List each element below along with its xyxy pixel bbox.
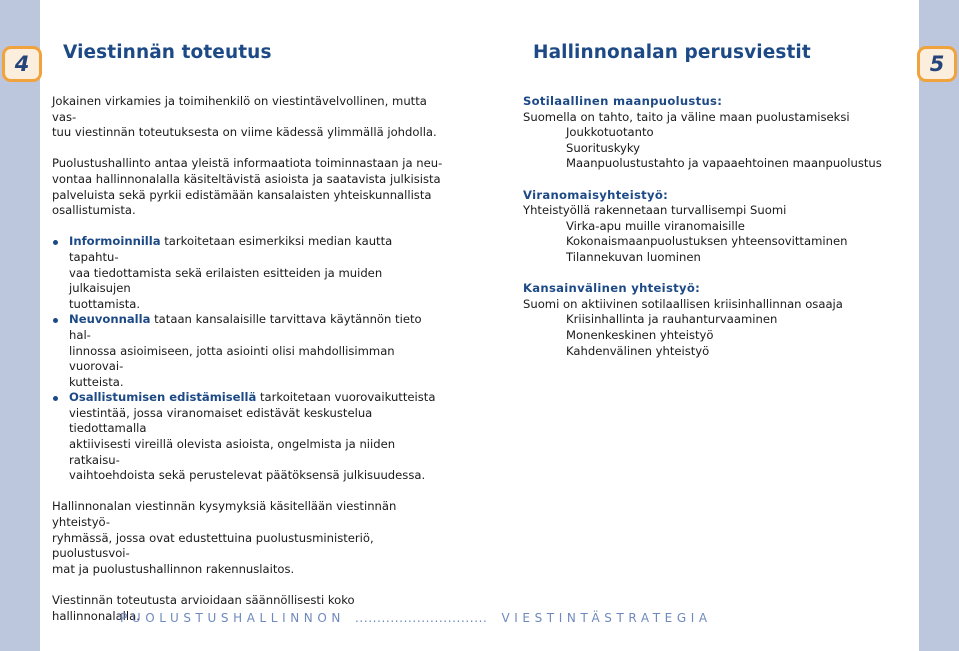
footer-left-text: PUOLUSTUSHALLINNON [120, 611, 346, 625]
section-item: Kriisinhallinta ja rauhanturvaaminen [566, 312, 778, 327]
left-column [52, 94, 444, 624]
bullet-keyword: Neuvonnalla [69, 312, 151, 327]
text-line: aktiivisesti vireillä olevista asioista, ongelmista ja niiden ratkaisu- [69, 437, 396, 467]
text-line: tuu viestinnän toteutuksesta on viime kädessä ylimmällä johdolla. [52, 125, 437, 140]
text-line: Jokainen virkamies ja toimihenkilö on viestintävelvollinen, mutta vas- [52, 94, 427, 124]
text-line: palveluista sekä pyrkii edistämään kansalaisten yhteiskunnallista [52, 187, 432, 202]
section-lead: Suomi on aktiivinen sotilaallisen kriisinhallinnan osaaja [523, 296, 843, 311]
right-column [523, 94, 903, 359]
bullet-keyword: Informoinnilla [69, 234, 161, 249]
page-number-tab-right [917, 46, 957, 82]
page-number-right: 5 [929, 52, 945, 76]
text-line: viestintää, jossa viranomaiset edistävät keskustelua tiedottamalla [69, 405, 373, 436]
section-international-cooperation [523, 281, 903, 359]
paragraph-intro [52, 94, 444, 141]
section-authority-cooperation [523, 188, 903, 266]
left-margin-strip [0, 0, 40, 651]
text-line: Viestinnän toteutusta arvioidaan säännöllisesti koko hallinnonalalla. [52, 593, 355, 623]
page-title-right: Hallinnonalan perusviestit [533, 42, 811, 63]
text-line: vaa tiedottamista sekä erilaisten esitteiden ja muiden julkaisujen [69, 265, 383, 296]
text-line: tarkoitetaan vuorovaikutteista [256, 390, 436, 405]
text-line: tarkoitetaan esimerkiksi median kautta tapahtu- [69, 234, 393, 264]
page-title-left: Viestinnän toteutus [63, 42, 272, 63]
footer-dots: .............................. [355, 611, 488, 625]
section-heading: Viranomaisyhteistyö: [523, 187, 669, 202]
text-line: linnossa asioimiseen, jotta asiointi olisi mahdollisimman vuorovai- [69, 343, 395, 374]
page-number-tab-left [2, 46, 42, 82]
section-heading: Kansainvälinen yhteistyö: [523, 281, 701, 296]
section-item: Tilannekuvan luominen [566, 249, 701, 264]
section-item: Kahdenvälinen yhteistyö [566, 343, 710, 358]
list-item [52, 312, 444, 390]
section-lead: Suomella on tahto, taito ja väline maan puolustamiseksi [523, 109, 850, 124]
text-line: kutteista. [69, 374, 124, 389]
text-line: vaihtoehdoista sekä perustelevat päätöksensä julkisuudessa. [69, 468, 426, 483]
text-line: Hallinnonalan viestinnän kysymyksiä käsitellään viestinnän yhteistyö- [52, 499, 397, 530]
text-line: vontaa hallinnonalalla käsiteltävistä asioista ja saatavista julkisista [52, 171, 441, 186]
text-line: osallistumista. [52, 203, 136, 218]
section-item: Monenkeskinen yhteistyö [566, 327, 714, 342]
page-number-left: 4 [14, 52, 30, 76]
bullet-list [52, 234, 444, 484]
text-line: Puolustushallinto antaa yleistä informaatiota toiminnastaan ja neu- [52, 156, 443, 171]
section-item: Maanpuolustustahto ja vapaaehtoinen maanpuolustus [566, 156, 882, 171]
section-item: Joukkotuotanto [566, 125, 654, 140]
section-item: Kokonaismaanpuolustuksen yhteensovittaminen [566, 234, 848, 249]
section-heading: Sotilaallinen maanpuolustus: [523, 94, 723, 108]
section-item: Virka-apu muille viranomaisille [566, 218, 745, 233]
text-line: tataan kansalaisille tarvittava käytännön tieto hal- [69, 312, 422, 342]
page-footer [120, 611, 712, 625]
text-line: ryhmässä, jossa ovat edustettuina puolustusministeriö, puolustusvoi- [52, 530, 374, 561]
right-margin-strip [919, 0, 959, 651]
bullet-keyword: Osallistumisen edistämisellä [69, 390, 257, 405]
text-line: tuottamista. [69, 296, 141, 311]
paragraph-information [52, 156, 444, 218]
paragraph-cooperation-group [52, 499, 444, 577]
text-line: mat ja puolustushallinnon rakennuslaitos. [52, 561, 295, 576]
section-item: Suorituskyky [566, 140, 641, 155]
section-lead: Yhteistyöllä rakennetaan turvallisempi Suomi [523, 203, 787, 218]
list-item [52, 390, 444, 484]
list-item [52, 234, 444, 312]
footer-right-text: VIESTINTÄSTRATEGIA [501, 611, 712, 625]
section-military-defence [523, 94, 903, 172]
